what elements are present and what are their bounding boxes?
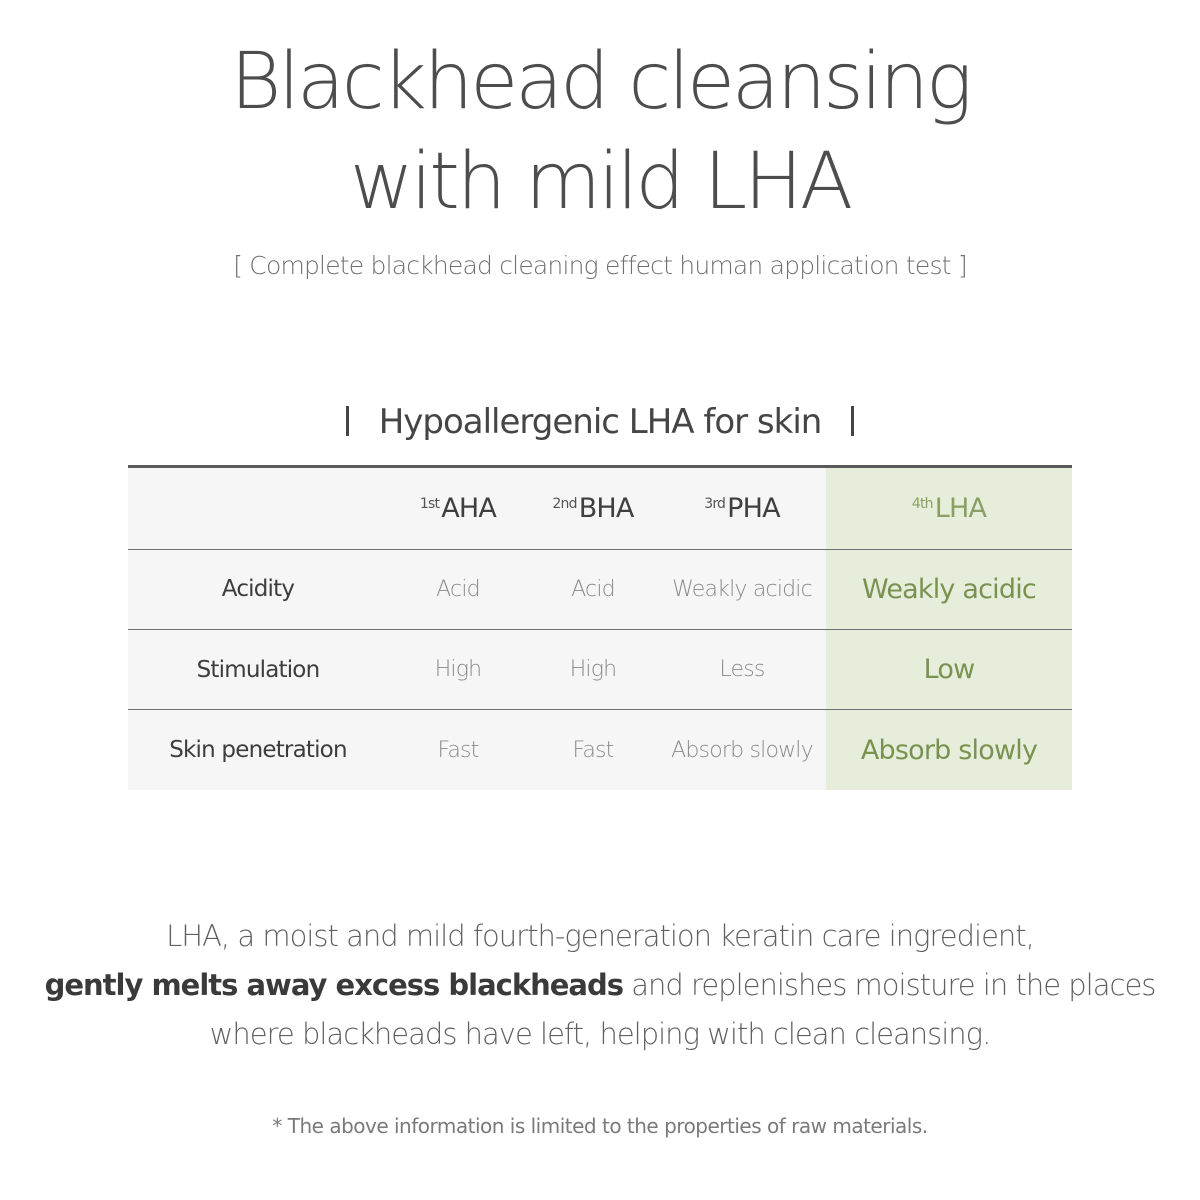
comparison-table: [128, 468, 1072, 790]
row-label: Skin penetration: [128, 710, 388, 790]
footnote: * The above information is limited to the properties of raw materials.: [272, 1114, 928, 1138]
comparison-table-container: [128, 465, 1072, 790]
column-ordinal: 2nd: [552, 495, 577, 512]
column-header-lha: [826, 468, 1072, 549]
column-name: BHA: [578, 492, 634, 524]
description-emphasis: gently melts away excess blackheads: [44, 968, 624, 1002]
table-cell: Acid: [528, 549, 658, 629]
description-paragraph: [0, 912, 1200, 1059]
column-header-bha: [528, 468, 658, 549]
column-name: PHA: [727, 492, 780, 524]
heading-bar-right: [851, 406, 854, 436]
title-line-1: Blackhead cleansing: [230, 37, 970, 127]
table-row-stimulation: [128, 629, 1072, 709]
title-line-2: with mild LHA: [349, 137, 851, 227]
table-header-row: [128, 468, 1072, 549]
table-cell: Fast: [388, 710, 528, 790]
column-name: AHA: [441, 492, 497, 524]
table-heading-text: Hypoallergenic LHA for skin: [378, 402, 822, 442]
column-ordinal: 4th: [911, 495, 933, 512]
page-title: [0, 32, 1200, 232]
column-name: LHA: [934, 492, 987, 524]
heading-bar-left: [346, 406, 349, 436]
table-row-skin-penetration: [128, 710, 1072, 790]
table-row-acidity: [128, 549, 1072, 629]
table-cell: Acid: [388, 549, 528, 629]
description-line-1: LHA, a moist and mild fourth-generation keratin care ingredient,: [166, 919, 1034, 953]
description-line-2-rest: and replenishes moisture in the places: [623, 968, 1156, 1002]
row-label: Stimulation: [128, 629, 388, 709]
description-line-2: [0, 961, 1200, 1010]
table-cell-lha: Weakly acidic: [826, 549, 1072, 629]
row-label: Acidity: [128, 549, 388, 629]
table-cell: High: [388, 629, 528, 709]
table-heading: [0, 400, 1200, 444]
table-cell: High: [528, 629, 658, 709]
column-ordinal: 1st: [419, 495, 440, 512]
description-line-3: where blackheads have left, helping with clean cleansing.: [209, 1017, 991, 1051]
column-ordinal: 3rd: [704, 495, 726, 512]
table-cell: Fast: [528, 710, 658, 790]
table-cell: Absorb slowly: [658, 710, 826, 790]
table-cell-lha: Absorb slowly: [826, 710, 1072, 790]
table-cell-lha: Low: [826, 629, 1072, 709]
table-cell: Weakly acidic: [658, 549, 826, 629]
table-cell: Less: [658, 629, 826, 709]
corner-cell: [128, 468, 388, 549]
column-header-pha: [658, 468, 826, 549]
column-header-aha: [388, 468, 528, 549]
subtitle: [ Complete blackhead cleaning effect human application test ]: [233, 251, 967, 280]
